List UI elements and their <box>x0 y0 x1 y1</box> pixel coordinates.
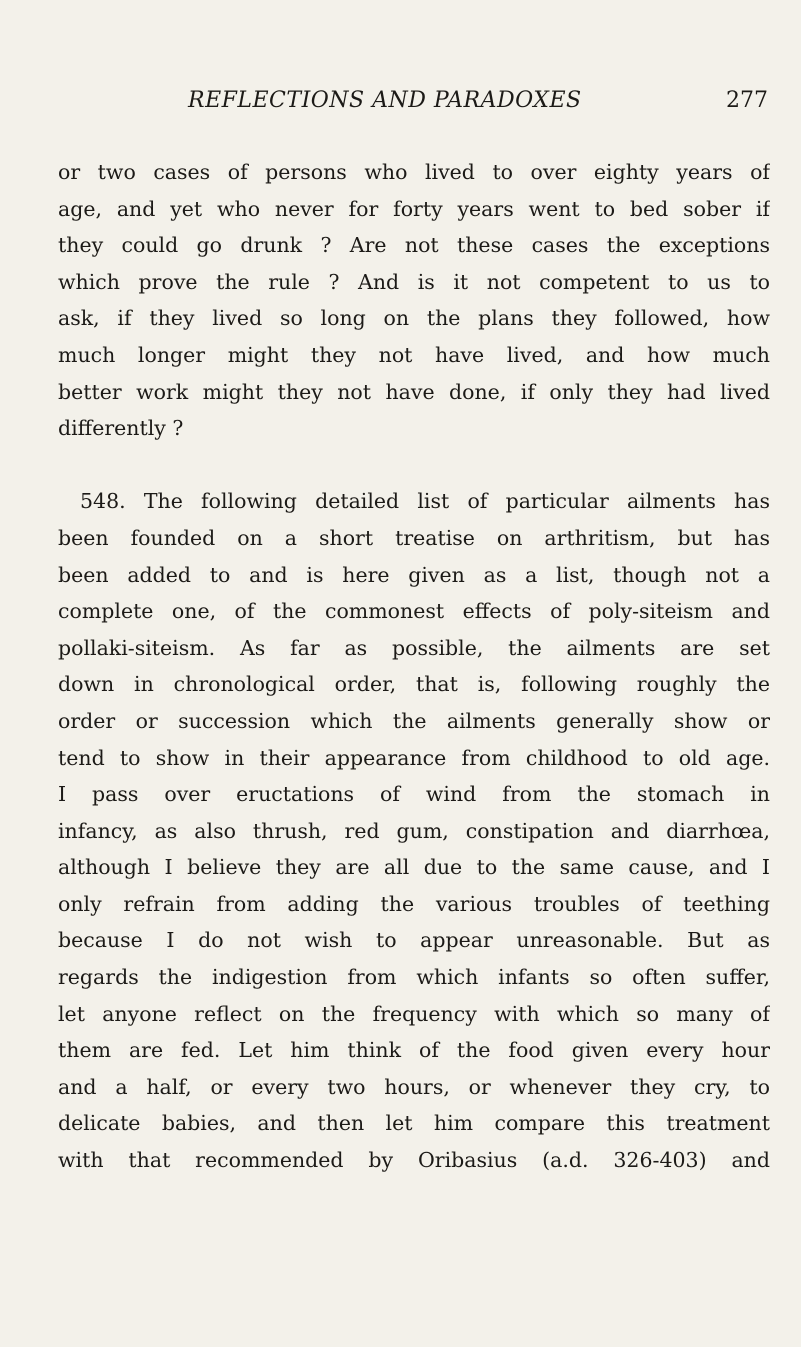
paragraph-1 <box>58 154 770 447</box>
text-line: I pass over eructations of wind from the stomach in <box>58 782 770 807</box>
text-line: been founded on a short treatise on arthritism, but has <box>58 525 770 550</box>
text-line: pollaki-siteism. As far as possible, the ailments are set <box>58 635 770 660</box>
body-text <box>58 154 770 1179</box>
text-line: tend to show in their appearance from childhood to old age. <box>58 745 770 770</box>
text-line: although I believe they are all due to the same cause, and I <box>58 855 770 880</box>
text-line: they could go drunk ? Are not these cases the exceptions <box>58 233 770 258</box>
page-number: 277 <box>726 88 768 113</box>
page-header <box>188 88 768 128</box>
text-line: down in chronological order, that is, following roughly the <box>58 672 770 697</box>
text-line: because I do not wish to appear unreasonable. But as <box>58 928 770 953</box>
running-head: REFLECTIONS AND PARADOXES <box>188 88 582 113</box>
text-line: order or succession which the ailments generally show or <box>58 708 770 733</box>
text-line: or two cases of persons who lived to over eighty years of <box>58 160 770 184</box>
text-line: with that recommended by Oribasius (a.d. 326-403) and <box>58 1148 770 1173</box>
text-line: infancy, as also thrush, red gum, constipation and diarrhœa, <box>58 818 770 843</box>
text-line: let anyone reflect on the frequency with which so many of <box>58 1001 770 1026</box>
text-line: better work might they not have done, if only they had lived <box>58 379 770 404</box>
text-line: only refrain from adding the various troubles of teething <box>58 891 770 916</box>
text-line: differently ? <box>58 416 184 441</box>
text-line: been added to and is here given as a list, though not a <box>58 562 770 587</box>
text-line: ask, if they lived so long on the plans they followed, how <box>58 306 770 331</box>
text-line: regards the indigestion from which infants so often suffer, <box>58 965 770 990</box>
text-line: much longer might they not have lived, and how much <box>58 342 770 367</box>
text-line: delicate babies, and then let him compare this treatment <box>58 1111 770 1136</box>
text-line: and a half, or every two hours, or whenever they cry, to <box>58 1074 770 1099</box>
text-line: complete one, of the commonest effects of poly-siteism and <box>58 599 770 624</box>
text-line: age, and yet who never for forty years went to bed sober if <box>58 196 770 221</box>
paragraph-2 <box>58 483 770 1178</box>
paragraph-gap <box>58 447 770 484</box>
text-line: them are fed. Let him think of the food given every hour <box>58 1038 770 1063</box>
text-line: 548. The following detailed list of particular ailments has <box>80 489 770 514</box>
text-line: which prove the rule ? And is it not competent to us to <box>58 269 770 294</box>
